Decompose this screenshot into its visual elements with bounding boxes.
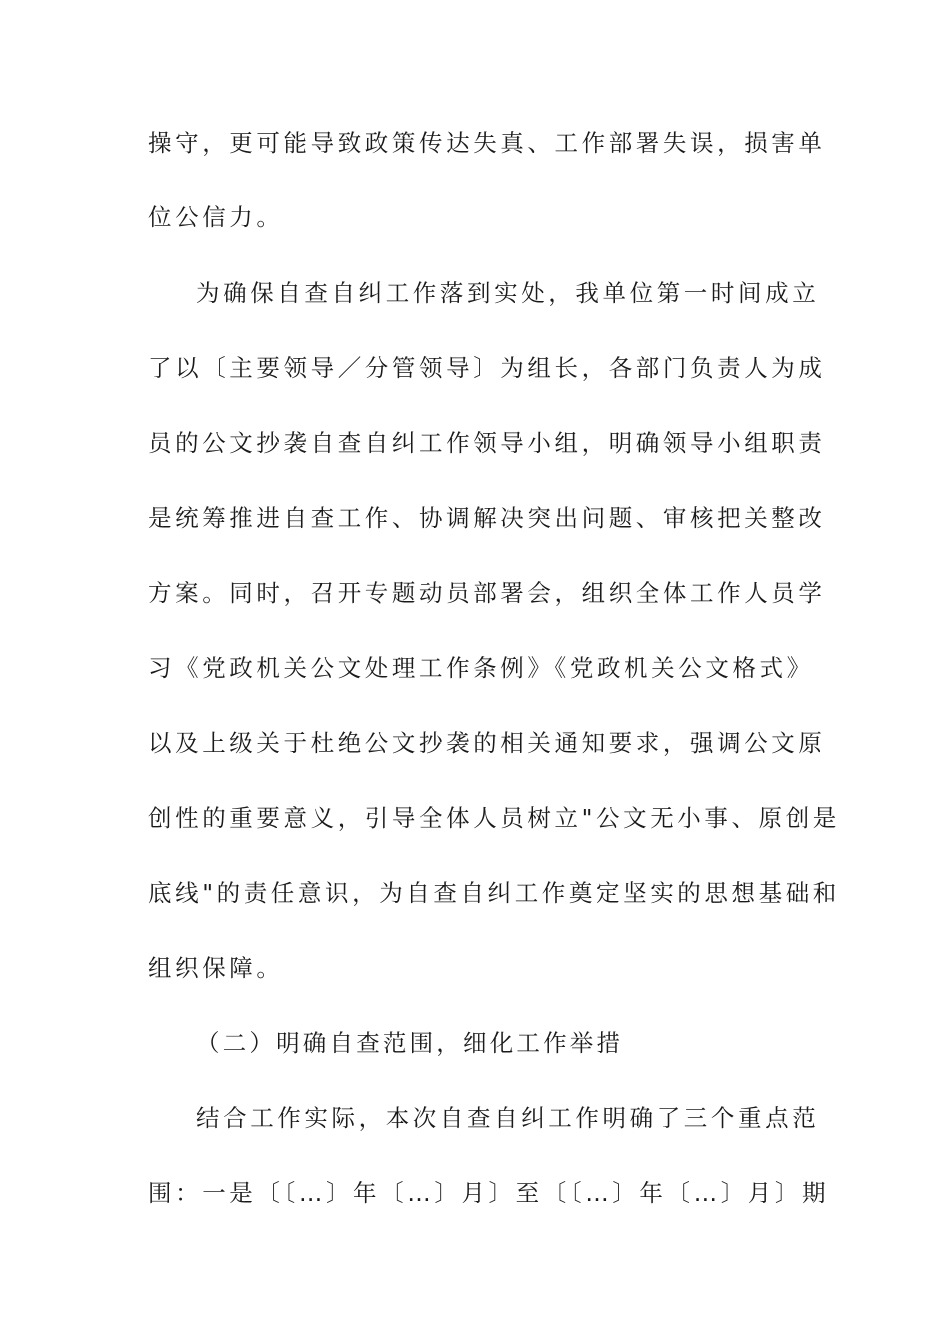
text-line: 创性的重要意义，引导全体人员树立"公文无小事、原创是 xyxy=(148,804,840,832)
paragraph-first-line: 结合工作实际，本次自查自纠工作明确了三个重点范 xyxy=(196,1104,820,1132)
paragraph-first-line: 为确保自查自纠工作落到实处，我单位第一时间成立 xyxy=(196,279,820,307)
text-line: 是统筹推进自查工作、协调解决突出问题、审核把关整改 xyxy=(148,504,826,532)
text-line: 员的公文抄袭自查自纠工作领导小组，明确领导小组职责 xyxy=(148,429,826,457)
text-line: 操守，更可能导致政策传达失真、工作部署失误，损害单 xyxy=(148,129,826,157)
text-line: 习《党政机关公文处理工作条例》《党政机关公文格式》 xyxy=(148,654,814,682)
text-line: 以及上级关于杜绝公文抄袭的相关通知要求，强调公文原 xyxy=(148,729,826,757)
text-line: 底线"的责任意识，为自查自纠工作奠定坚实的思想基础和 xyxy=(148,879,840,907)
section-heading: （二）明确自查范围，细化工作举措 xyxy=(196,1029,624,1057)
text-line: 围：一是〔〔…〕年〔…〕月〕至〔〔…〕年〔…〕月〕期 xyxy=(148,1179,830,1207)
text-line: 位公信力。 xyxy=(148,203,284,231)
text-line: 方案。同时，召开专题动员部署会，组织全体工作人员学 xyxy=(148,579,826,607)
text-line: 了以〔主要领导／分管领导〕为组长，各部门负责人为成 xyxy=(148,354,826,382)
text-line: 组织保障。 xyxy=(148,954,284,982)
